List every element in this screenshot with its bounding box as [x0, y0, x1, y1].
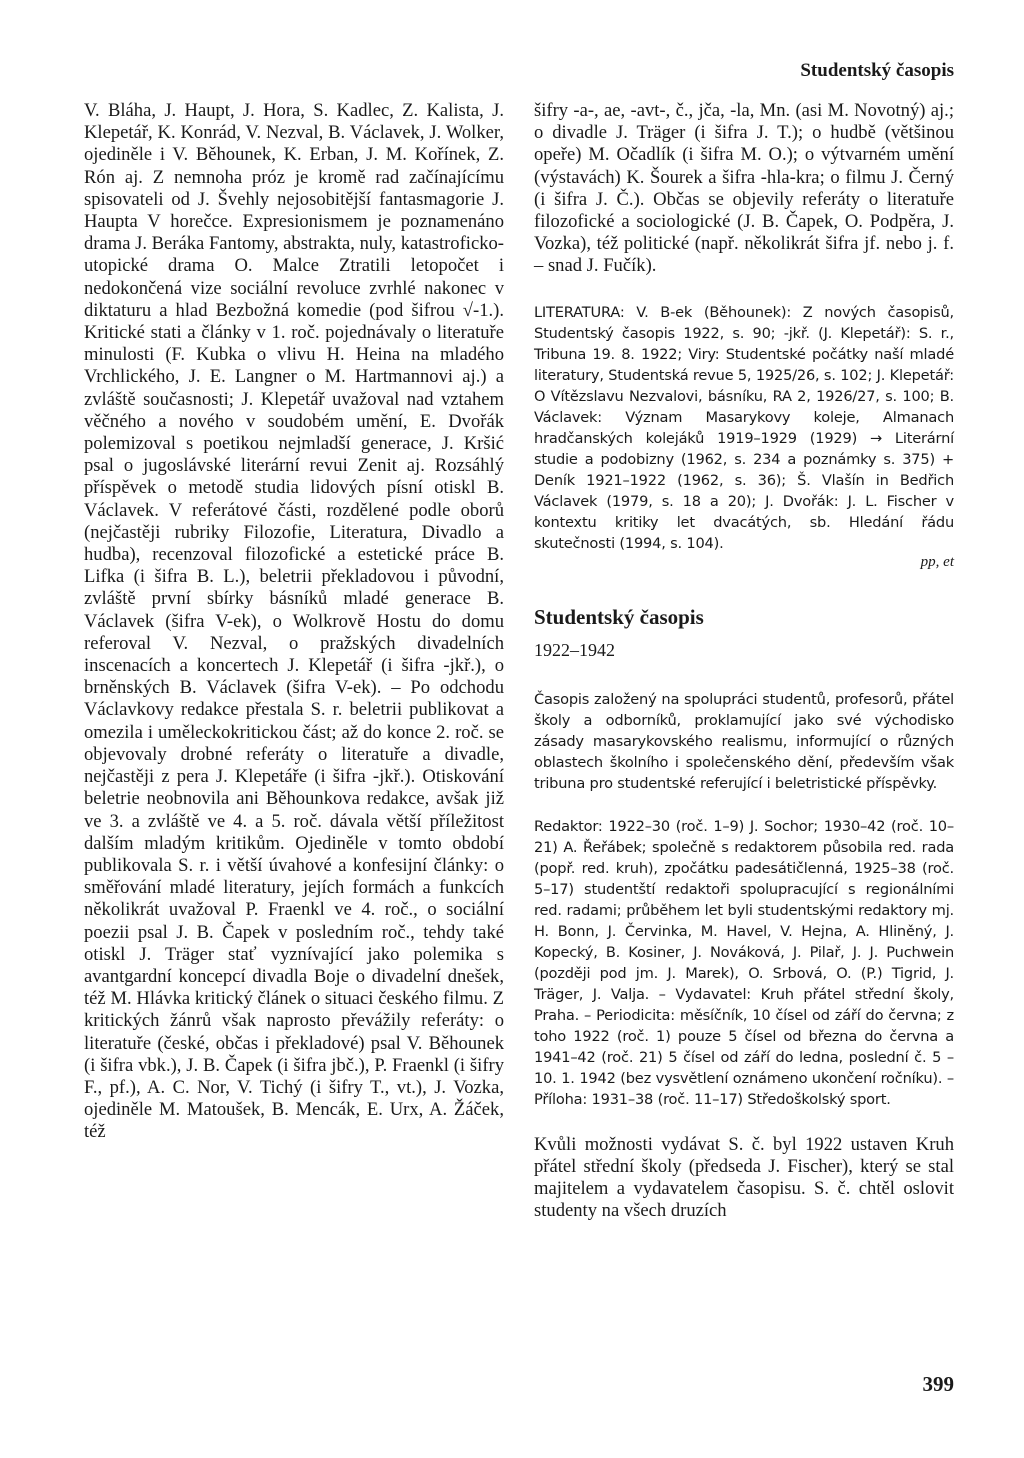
literature-references: LITERATURA: V. B-ek (Běhounek): Z nových časopisů, Studentský časopis 1922, s. 90; -jkř. (J. Klepetář): S. r., Tribuna 19. 8. 1922; Viry: Studentské počátky naší mladé literatury, Studentská revue 5, 1925/26, s. 102; J. Klepetář: O Vítězslavu Nezvalovi, básníku, RA 2, 1926/27, s. 100; B. Václavek: Význam Masarykovy koleje, Almanach hradčanských kolejáků 1919–1929 (1929) → Literární studie a podobizny (1962, s. 234 a poznámky s. 375) + Deník 1921–1922 (1962, s. 36); Š. Vlašín in Bedřich Václavek (1979, s. 18 a 20); J. Dvořák: J. L. Fischer v kontextu kritiky let dvacátých, sb. Hledání řádu skutečnosti (1994, s. 104).: [534, 303, 954, 552]
entry-description: Časopis založený na spolupráci studentů, profesorů, přátel školy a odborníků, proklamující jako své východisko zásady masarykovského realismu, informující o různých oblastech školního i společenského dění, především však tribuna pro studentské referující i beletristické příspěvky.: [534, 690, 954, 792]
author-signature: pp, et: [920, 553, 954, 570]
entry-body-start: Kvůli možnosti vydávat S. č. byl 1922 ustaven Kruh přátel střední školy (předseda J. Fischer), který se stal majitelem a vydavatelem časopisu. S. č. chtěl oslovit studenty na všech druzích: [534, 1133, 954, 1222]
continuation-paragraph: šifry -a-, ae, -avt-, č., jča, -la, Mn. (asi M. Novotný) aj.; o divadle J. Träger (i šifra J. T.); o hudbě (většinou opeře) M. Očadlík (i šifra M. O.); o výtvarném umění (výstavách) K. Šourek a šifra -hla-kra; o filmu J. Černý (i šifra J. Č.). Občas se objevily referáty o literatuře filozofické a sociologické (J. B. Čapek, O. Podpěra, J. Vozka), též politické (např. několikrát šifra jf. nebo j. f. – snad J. Fučík).: [534, 100, 954, 277]
left-column-text: V. Bláha, J. Haupt, J. Hora, S. Kadlec, Z. Kalista, J. Klepetář, K. Konrád, V. Nezval, B. Václavek, J. Wolker, ojediněle i V. Běhounek, K. Erban, J. M. Kořínek, Z. Rón aj. Z nemnoha próz je kromě rad začínajícímu spisovateli od J. Švehly nejosobitější fantasmagorie J. Haupta V horečce. Expresionismem je poznamenáno drama J. Beráka Fantomy, abstrakta, nuly, katastroficko-utopické drama O. Malce Ztratili letopočet i nedokončená vize sociální revoluce zvrhlé nakonec v diktaturu a hlad Bezbožná komedie (pod šifrou √-1.). Kritické stati a články v 1. roč. pojednávaly o literatuře minulosti (F. Kubka o vlivu H. Heina na mladého Vrchlického, J. E. Langner o M. Hartmannovi aj.) a zvláště současnosti; J. Klepetář uvažoval nad vztahem věčného a nového v soudobém umění, E. Dvořák polemizoval s poetikou nejmladší generace, J. Kršić psal o jugoslávské literární revui Zenit aj. Rozsáhlý příspěvek o metodě studia lidových písní otiskl B. Václavek. V referátové části, rozdělené podle oborů (nejčastěji rubriky Filozofie, Literatura, Divadlo a hudba), recenzoval filozofické a estetické práce B. Lifka (i šifra B. L.), beletrii překladovou i původní, zvláště první sbírky básníků mladé generace B. Václavek (šifra V-ek), o Wolkrově Hostu do domu referoval V. Nezval, o pražských divadelních inscenacích a koncertech J. Klepetář (i šifra -jkř.), o brněnských B. Václavek (šifra V-ek). – Po odchodu Václavkovy redakce přestala S. r. beletrii publikovat a omezila i uměleckokritickou část; až do konce 2. roč. se objevovaly drobné referáty o literatuře a divadle, nejčastěji z pera J. Klepetáře (i šifra -jkř.). Otiskování beletrie neobnovila ani Běhounkova redakce, avšak již ve 3. a zvláště ve 4. a 5. roč. dávala větší příležitost dalším mladým kritikům. Ojediněle v tomto období publikovala S. r. i větší úvahové a konfesijní články: o směřování mladé literatury, jejích formách a funkcích několikrát uvažoval P. Fraenkl ve 4. roč., o sociální poezii psal J. B. Čapek v posledním roč., tehdy také otiskl J. Träger stať vyznívající jako polemika s avantgardní koncepcí divadla Boje o divadelní dnešek, též M. Hlávka kritický článek o situaci českého filmu. Z kritických žánrů však naprosto převážily referáty: o literatuře (české, občas i překladové) psal V. Běhounek (i šifra vbk.), J. B. Čapek (i šifra jbč.), P. Fraenkl (i šifry F., pf.), A. C. Nor, V. Tichý (i šifry T., vt.), J. Vozka, ojediněle M. Matoušek, B. Mencák, E. Urx, A. Žáček, též: [84, 100, 504, 1143]
entry-title: Studentský časopis: [534, 604, 704, 629]
entry-editors: Redaktor: 1922–30 (roč. 1–9) J. Sochor; 1930–42 (roč. 10–21) A. Řeřábek; společně s redaktorem působila red. rada (popř. red. kruh), zpočátku padesátičlenná, 1925–38 (roč. 5–17) studentští redaktoři spolupracující s regionálními red. radami; průběhem let byli studentskými redaktory mj. H. Bonn, J. Červinka, M. Havel, V. Hejna, A. Hliněný, J. Kopecký, B. Kosiner, J. Nováková, J. Pilař, J. J. Puchwein (později pod jm. J. Marek), O. Srbová, O. (P.) Tigrid, J. Träger, J. Valja. – Vydavatel: Kruh přátel střední školy, Praha. – Periodicita: měsíčník, 10 čísel od září do června; z toho 1922 (roč. 1) pouze 5 čísel od března do června a 1941–42 (roč. 21) 5 čísel od září do ledna, poslední č. 5 – 10. 1. 1942 (bez vysvětlení oznámeno ukončení ročníku). – Příloha: 1931–38 (roč. 11–17) Středoškolský sport.: [534, 817, 954, 1108]
page-number: 399: [922, 1372, 954, 1396]
entry-dates: 1922–1942: [534, 639, 615, 660]
right-column: [534, 100, 954, 1222]
left-column: [84, 100, 504, 1144]
running-head: Studentský časopis: [800, 60, 954, 81]
